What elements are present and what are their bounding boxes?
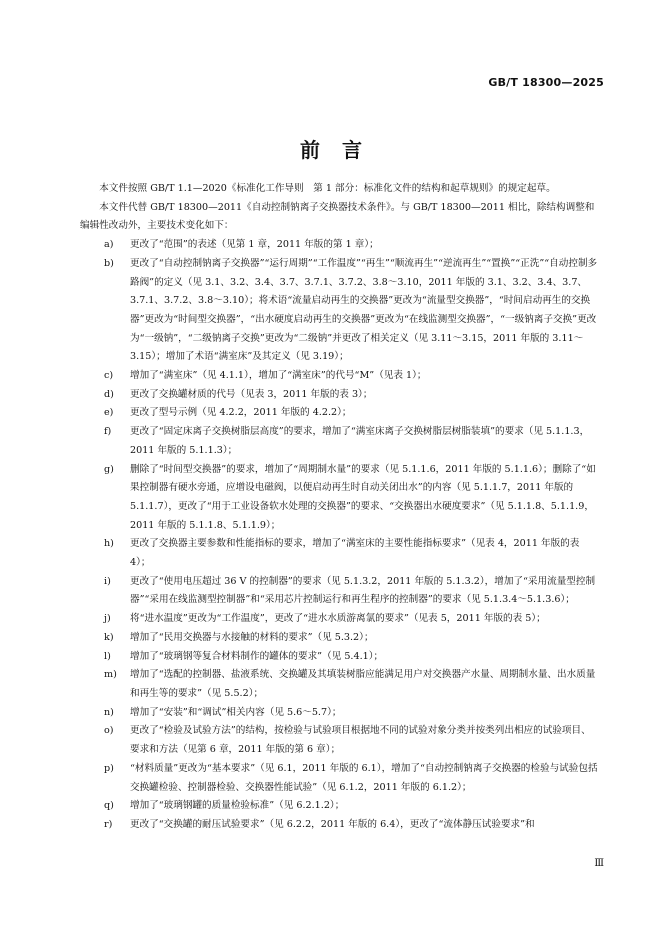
list-item-marker: c) <box>104 370 114 382</box>
standard-number: GB/T 18300—2025 <box>488 76 604 89</box>
changes-list <box>80 236 598 835</box>
list-item-text: 更改了型号示例（见 4.2.2，2011 年版的 4.2.2）； <box>130 407 352 419</box>
list-item-marker: r) <box>104 818 113 830</box>
list-item <box>80 797 598 816</box>
list-item-marker: j) <box>104 613 111 625</box>
list-item-text: 更改了“范围”的表述（见第 1 章，2011 年版的第 1 章）； <box>130 239 379 251</box>
list-item-text: 增加了“玻璃钢等复合材料制作的罐体的要求”（见 5.4.1）； <box>130 650 384 662</box>
list-item-text: “材料质量”更改为“基本要求”（见 6.1，2011 年版的 6.1），增加了“自动控制钠离子交换器的检验与试验包括交换罐检验、控制器检验、交换器性能试验”（见 6.1.2，2011 年版的 6.1.2）； <box>130 762 598 793</box>
document-body <box>80 180 598 835</box>
list-item-text: 更改了“自动控制钠离子交换器”“运行周期”“工作温度”“再生”“顺流再生”“逆流再生”“置换”“正洗”“自动控制多路阀”的定义（见 3.1、3.2、3.4、3.7、3.7.1、3.7.2、3.8～3.10，2011 年版的 3.1、3.2、3.4、3.7、3.7.1、3.7.2、3.8～3.10）；将术语“流量启动再生的交换器”更改为“流量型交换器”，“时间启动再生的交换器”更改为“时间型交换器”，“出水硬度启动再生的交换器”更改为“在线监测型交换器”，“一级钠离子交换”更改为“一级钠”，“二级钠离子交换”更改为“二级钠”并更改了相关定义（见 3.11～3.15，2011 年版的 3.11～3.15）；增加了术语“满室床”及其定义（见 3.19）； <box>130 257 598 363</box>
list-item-marker: f) <box>104 426 112 438</box>
list-item-marker: a) <box>104 239 114 251</box>
paragraph: 本文件代替 GB/T 18300—2011《自动控制钠离子交换器技术条件》。与 GB/T 18300—2011 相比，除结构调整和编辑性改动外，主要技术变化如下： <box>80 201 595 232</box>
list-item-marker: i) <box>104 575 111 587</box>
list-item-marker: g) <box>104 463 114 475</box>
list-item-text: 增加了“选配的控制器、盐液系统、交换罐及其填装树脂应能满足用户对交换器产水量、周期制水量、出水质量和再生等的要求”（见 5.5.2）； <box>130 669 596 699</box>
list-item-marker: b) <box>104 257 114 269</box>
list-item-text: 更改了交换罐材质的代号（见表 3，2011 年版的表 3）； <box>130 388 373 400</box>
list-item-marker: h) <box>104 538 114 550</box>
list-item <box>80 423 598 460</box>
list-item <box>80 722 598 759</box>
list-item-text: 更改了“使用电压超过 36 V 的控制器”的要求（见 5.1.3.2，2011 年版的 5.1.3.2），增加了“采用流量型控制器”“采用在线监测型控制器”和“采用芯片控制运行和再生程序的控制器”的要求（见 5.1.3.4～5.1.3.6）； <box>130 575 596 606</box>
list-item-text: 增加了“安装”和“调试”相关内容（见 5.6～5.7）； <box>130 706 342 718</box>
list-item-text: 更改了交换器主要参数和性能指标的要求，增加了“满室床的主要性能指标要求”（见表 4，2011 年版的表 4）； <box>130 538 580 569</box>
list-item-marker: p) <box>104 762 114 774</box>
list-item-text: 删除了“时间型交换器”的要求，增加了“周期制水量”的要求（见 5.1.1.6，2011 年版的 5.1.1.6）；删除了“如果控制器有硬水旁通，应增设电磁阀，以便启动再生时自动关闭出水”的内容（见 5.1.1.7，2011 年版的 5.1.1.7），更改了“用于工业设备软水处理的交换器”的要求、“交换器出水硬度要求”（见 5.1.1.8、5.1.1.9，2011 年版的 5.1.1.8、5.1.1.9）； <box>130 463 596 531</box>
list-item <box>80 255 598 367</box>
list-item-marker: l) <box>104 650 111 662</box>
list-item-text: 更改了“固定床离子交换树脂层高度”的要求，增加了“满室床离子交换树脂层树脂装填”的要求（见 5.1.1.3，2011 年版的 5.1.1.3）； <box>130 426 590 456</box>
list-item-text: 增加了“满室床”（见 4.1.1），增加了“满室床”的代号“M”（见表 1）； <box>130 370 427 382</box>
list-item <box>80 404 598 423</box>
page-title: 前言 <box>300 138 384 162</box>
list-item-marker: q) <box>104 800 114 812</box>
list-item-text: 更改了“交换罐的耐压试验要求”（见 6.2.2，2011 年版的 6.4），更改了“流体静压试验要求”和 <box>130 818 535 830</box>
list-item <box>80 760 598 797</box>
paragraph: 本文件按照 GB/T 1.1—2020《标准化工作导则 第 1 部分：标准化文件的结构和起草规则》的规定起草。 <box>99 183 556 194</box>
list-item-marker: d) <box>104 388 114 400</box>
page-number: Ⅲ <box>594 858 604 869</box>
list-item-text: 增加了“民用交换器与水接触的材料的要求”（见 5.3.2）； <box>130 631 374 643</box>
list-item <box>80 236 598 255</box>
list-item <box>80 610 598 629</box>
list-item-marker: o) <box>104 725 114 737</box>
list-item-marker: m) <box>104 669 117 681</box>
list-item-marker: k) <box>104 631 114 643</box>
list-item <box>80 461 598 536</box>
list-item-marker: n) <box>104 706 114 718</box>
list-item <box>80 648 598 667</box>
list-item <box>80 704 598 723</box>
list-item-text: 更改了“检验及试验方法”的结构，按检验与试验项目根据地不同的试验对象分类并按类列出相应的试验项目、要求和方法（见第 6 章，2011 年版的第 6 章）； <box>130 725 591 756</box>
list-item <box>80 535 598 572</box>
list-item <box>80 573 598 610</box>
list-item <box>80 816 598 835</box>
list-item <box>80 629 598 648</box>
list-item-text: 将“进水温度”更改为“工作温度”，更改了“进水水质游离氯的要求”（见表 5，2011 年版的表 5）； <box>130 613 546 625</box>
list-item <box>80 367 598 386</box>
list-item <box>80 666 598 703</box>
list-item-text: 增加了“玻璃钢罐的质量检验标准”（见 6.2.1.2）； <box>130 800 345 812</box>
list-item <box>80 386 598 405</box>
list-item-marker: e) <box>104 407 114 419</box>
